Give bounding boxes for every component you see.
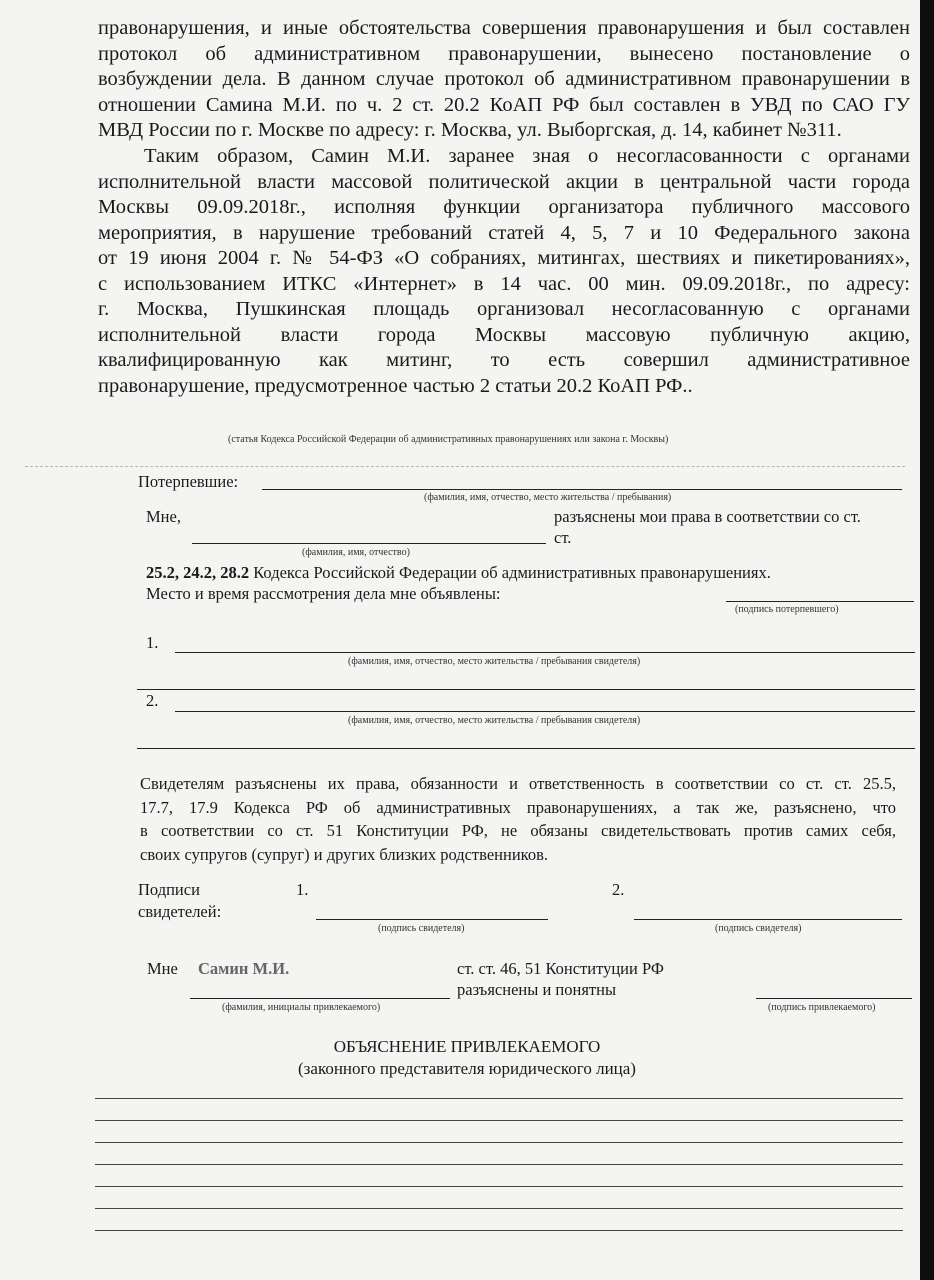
text-line: от 19 июня 2004 г. № 54-ФЗ «О собраниях, митингах, шествиях и пикетированиях», [98, 247, 910, 269]
text-line: протокол об административном правонарушении, вынесено постановление о [98, 42, 910, 65]
accused-text-1: ст. ст. 46, 51 Конституции РФ [457, 959, 664, 978]
paragraph-protocol [98, 16, 910, 144]
victims-field[interactable] [262, 489, 902, 490]
witness-2-field[interactable] [175, 711, 915, 712]
rights-text: разъяснены мои права в соответствии со ст. [554, 507, 861, 526]
witness-2-field-extra[interactable] [137, 748, 915, 749]
witness-1-field[interactable] [175, 652, 915, 653]
witness-2-signature-field[interactable] [634, 919, 902, 920]
text-line: правонарушение, предусмотренное частью 2 статьи 20.2 КоАП РФ.. [98, 374, 693, 397]
articles-bold: 25.2, 24.2, 28.2 [146, 563, 250, 582]
witness-2-number: 2. [146, 691, 159, 710]
st-label: ст. [554, 528, 572, 547]
text-line: 17.7, 17.9 Кодекса РФ об административных правонарушениях, а так же, разъяснено, что [140, 797, 896, 817]
accused-name-field[interactable] [190, 998, 450, 999]
caption-article: (статья Кодекса Российской Федерации об административных правонарушениях или закона г. Москвы) [228, 434, 669, 445]
text-line: исполнительной власти города Москвы массовую публичную акцию, [98, 323, 910, 346]
explanation-line[interactable] [95, 1164, 903, 1165]
caption-witness-1: (фамилия, имя, отчество, место жительства / пребывания свидетеля) [348, 656, 641, 667]
text-line: возбуждении дела. В данном случае протокол об административном правонарушении в [98, 68, 910, 90]
caption-victims: (фамилия, имя, отчество, место жительства / пребывания) [424, 492, 672, 503]
text-line: квалифицированную как митинг, то есть совершил административное [98, 349, 910, 371]
explanation-line[interactable] [95, 1230, 903, 1231]
text-line: исполнительной власти массовой политической акции в центральной части города [98, 170, 910, 193]
text-line: с использованием ИТКС «Интернет» в 14 час. 00 мин. 09.09.2018г., по адресу: [98, 272, 910, 295]
text-line: г. Москва, Пушкинская площадь организовал несогласованную с органами [98, 298, 910, 320]
paragraph-description [98, 144, 910, 399]
caption-sign-witness-2: (подпись свидетеля) [715, 923, 802, 934]
fio-field[interactable] [192, 543, 546, 544]
caption-witness-2: (фамилия, имя, отчество, место жительства / пребывания свидетеля) [348, 715, 641, 726]
text-line: Таким образом, Самин М.И. заранее зная о несогласованности с органами [144, 145, 910, 167]
explanation-line[interactable] [95, 1186, 903, 1187]
witness-1-number: 1. [146, 633, 159, 652]
text-line: своих супругов (супруг) и других близких родственников. [140, 844, 548, 864]
witness-1-signature-field[interactable] [316, 919, 548, 920]
articles-rest: Кодекса Российской Федерации об административных правонарушениях. [249, 563, 771, 582]
explanation-line[interactable] [95, 1120, 903, 1121]
caption-accused-sign: (подпись привлекаемого) [768, 1002, 876, 1013]
text-line: отношении Самина М.И. по ч. 2 ст. 20.2 КоАП РФ был составлен в УВД по САО ГУ [98, 93, 910, 116]
caption-accused-name: (фамилия, инициалы привлекаемого) [222, 1002, 381, 1013]
text-line: правонарушения, и иные обстоятельства совершения правонарушения и был составлен [98, 17, 910, 39]
victims-label: Потерпевшие: [138, 472, 239, 491]
text-line: Москвы 09.09.2018г., исполняя функции организатора публичного массового [98, 196, 910, 218]
explanation-line[interactable] [95, 1098, 903, 1099]
scan-edge [920, 0, 934, 1280]
signature-1-number: 1. [296, 880, 309, 899]
signatures-label-1: Подписи [138, 880, 200, 899]
accused-signature-field[interactable] [756, 998, 912, 999]
explanation-subtitle: (законного представителя юридического лица) [298, 1059, 636, 1078]
accused-mne: Мне [147, 959, 178, 978]
accused-text-2: разъяснены и понятны [457, 980, 617, 999]
witness-rights-paragraph [140, 772, 896, 866]
fold-mark [25, 466, 905, 467]
explanation-line[interactable] [95, 1142, 903, 1143]
victim-signature-field[interactable] [726, 601, 914, 602]
place-time: Место и время рассмотрения дела мне объявлены: [146, 584, 501, 603]
explanation-title: ОБЪЯСНЕНИЕ ПРИВЛЕКАЕМОГО [333, 1037, 601, 1056]
signatures-label-2: свидетелей: [138, 902, 222, 921]
text-line: Свидетелям разъяснены их права, обязанности и ответственность в соответствии со ст. ст. 25.5, [140, 774, 896, 793]
caption-fio: (фамилия, имя, отчество) [302, 547, 410, 558]
text-line: мероприятия, в нарушение требований статей 4, 5, 7 и 10 Федерального закона [98, 221, 910, 244]
signature-2-number: 2. [612, 880, 625, 899]
caption-sign-witness-1: (подпись свидетеля) [378, 923, 465, 934]
text-line: МВД России по г. Москве по адресу: г. Москва, ул. Выборгская, д. 14, кабинет №311. [98, 119, 842, 141]
witness-1-field-extra[interactable] [137, 689, 915, 690]
explanation-line[interactable] [95, 1208, 903, 1209]
mne-label: Мне, [146, 507, 181, 526]
text-line: в соответствии со ст. 51 Конституции РФ, не обязаны свидетельствовать против самих себя, [140, 821, 896, 840]
accused-name: Самин М.И. [198, 959, 290, 978]
articles-line [146, 563, 771, 583]
caption-sign-victim: (подпись потерпевшего) [735, 604, 839, 615]
